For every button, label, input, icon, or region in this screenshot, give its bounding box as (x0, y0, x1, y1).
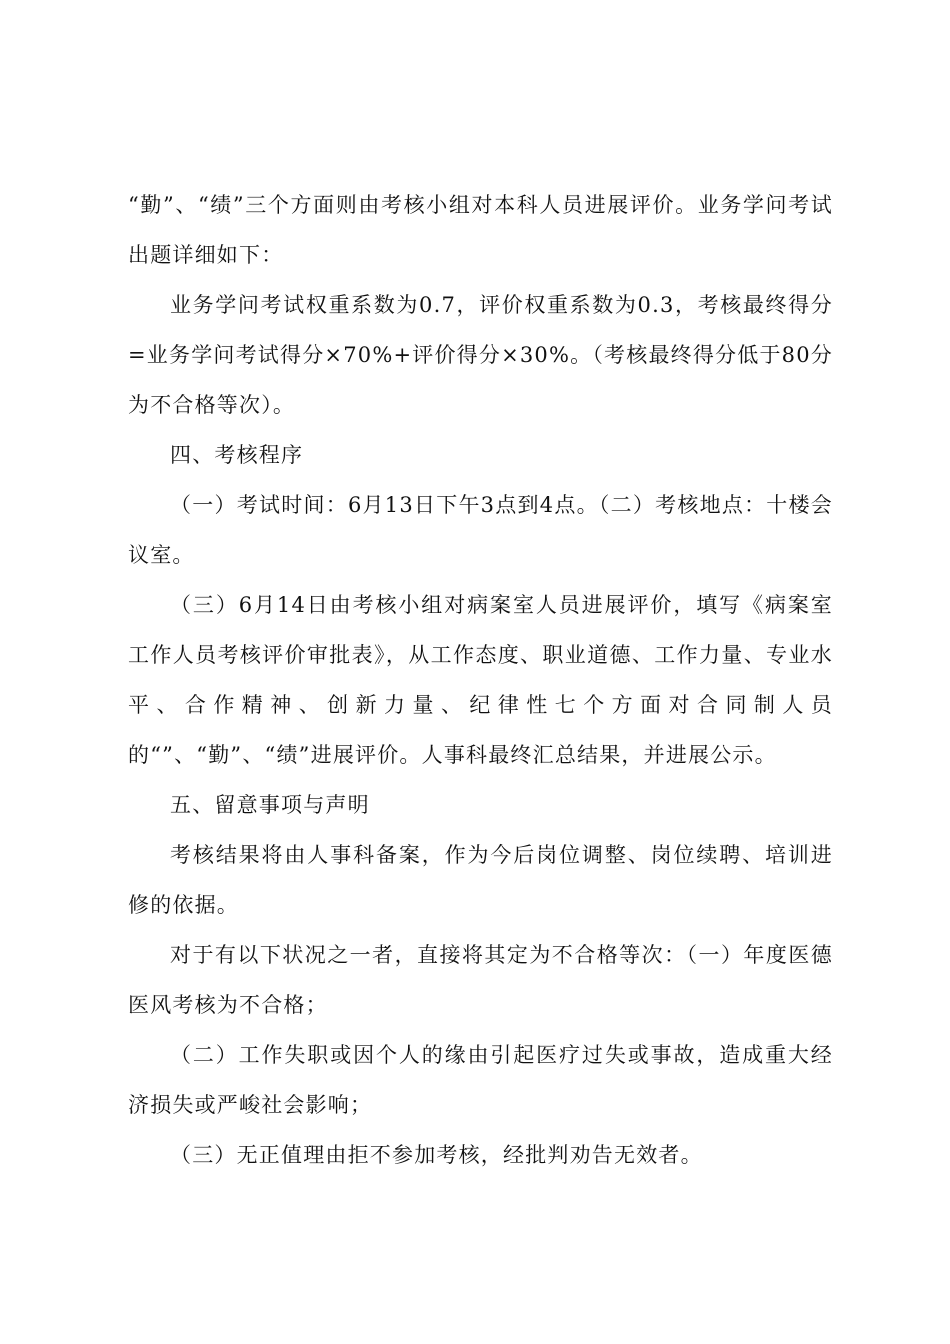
paragraph-7: （二）工作失职或因个人的缘由引起医疗过失或事故，造成重大经济损失或严峻社会影响； (128, 1043, 833, 1117)
section-heading-4: 四、考核程序 (170, 443, 304, 467)
paragraph-5: 考核结果将由人事科备案，作为今后岗位调整、岗位续聘、培训进修的依据。 (128, 843, 833, 917)
paragraph-6: 对于有以下状况之一者，直接将其定为不合格等次：（一）年度医德医风考核为不合格； (128, 943, 833, 1017)
paragraph-1: “勤”、“绩”三个方面则由考核小组对本科人员进展评价。业务学问考试出题详细如下： (128, 193, 833, 267)
paragraph-2: 业务学问考试权重系数为0.7，评价权重系数为0.3，考核最终得分=业务学问考试得分×70%+评价得分×30%。（考核最终得分低于80分为不合格等次）。 (128, 293, 833, 417)
document-body (128, 180, 833, 1180)
paragraph-4: （三）6月14日由考核小组对病案室人员进展评价，填写《病案室工作人员考核评价审批表》，从工作态度、职业道德、工作力量、专业水平、合作精神、创新力量、纪律性七个方面对合同制人员的“”、“勤”、“绩”进展评价。人事科最终汇总结果，并进展公示。 (128, 593, 833, 767)
paragraph-3: （一）考试时间：6月13日下午3点到4点。（二）考核地点：十楼会议室。 (128, 493, 833, 567)
section-heading-5: 五、留意事项与声明 (170, 793, 370, 817)
paragraph-8: （三）无正值理由拒不参加考核，经批判劝告无效者。 (170, 1143, 703, 1167)
